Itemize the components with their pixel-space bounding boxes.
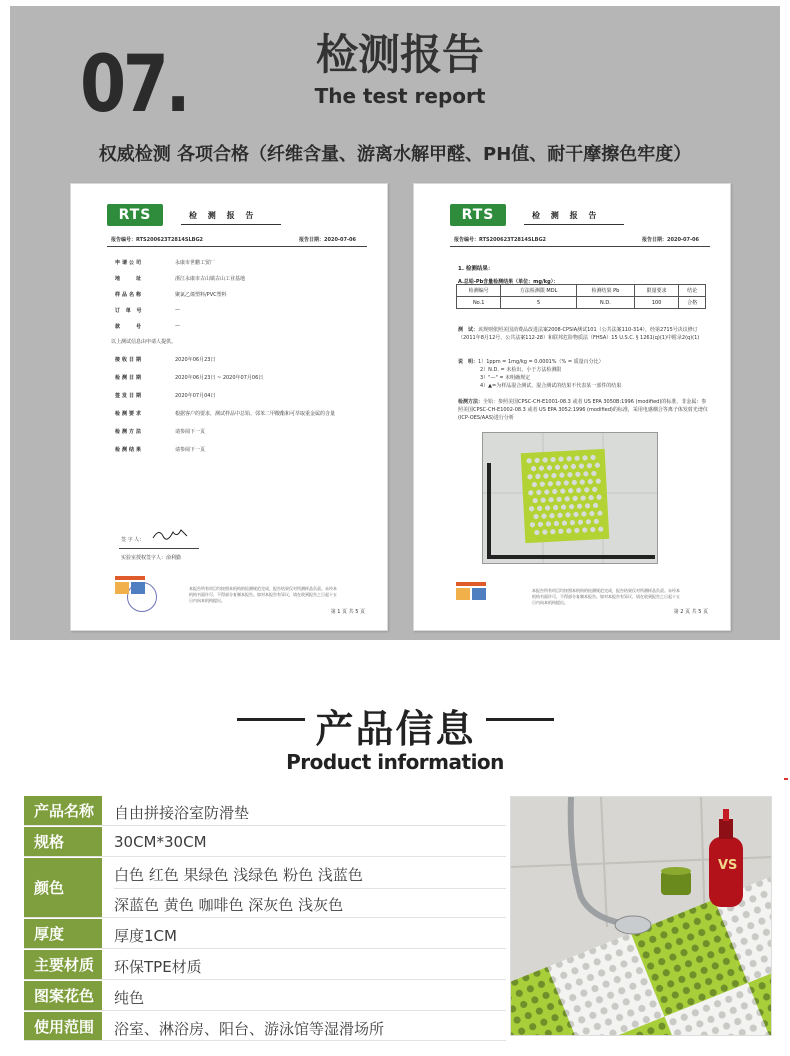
table-cell: No.1 (457, 297, 501, 309)
row-value: 2020年07月04日 (175, 393, 216, 399)
row-label: 检测结果 (115, 447, 144, 453)
info-label: 厚度 (24, 919, 102, 948)
signature-line (119, 548, 199, 549)
rts-logo: RTS (450, 204, 506, 226)
info-note: 以上测试信息由申请人提供。 (111, 339, 177, 345)
section-subtitle: 权威检测 各项合格（纤维含量、游离水解甲醛、PH值、耐干摩擦色牢度） (98, 144, 692, 165)
row-label: 款 号 (115, 324, 144, 330)
heading-rule (524, 224, 624, 225)
table-cell: 100 (634, 297, 678, 309)
row-divider (114, 888, 506, 889)
section-number: 07. (80, 40, 188, 130)
report-number: 报告编号：RTS200623T2814SLBG2 (454, 237, 547, 243)
section-title-en: The test report (314, 84, 486, 108)
results-subsection: A.总铅-Pb含量检测结果（单位：mg/kg）： (458, 279, 559, 285)
row-value: 根据客户的要求，测试样品中总铅、邻苯二甲酸酯和可萃取重金属的含量 (175, 411, 336, 417)
bottle-brand-label: VS (718, 858, 738, 873)
signature-scribble (151, 526, 191, 542)
row-value: — (175, 323, 180, 329)
heading-line-left (237, 718, 305, 721)
row-label: 接收日期 (115, 357, 144, 363)
detection-method: 检测方法：全铅：参照美国CPSC-CH-E1001-08.3 或者 US EPA 3050B:1996 (modified)的标准，非金属：参照美国CPSC-CH-E1002-08.3 或者 US EPA 3052:1996 (modified)的标准，采用电感耦合等离子体发射光谱仪(ICP-OES/AAS)进行分析 (458, 399, 708, 421)
info-row-material (24, 950, 506, 980)
report-footer-text: 本报告所有项目均按照本机构的检测规范完成，报告结果仅对所测样品负责。未经本机构书面许可，不得部分复制本报告。如对本报告有异议，请在收到报告之日起十五日内向本机构提出。 (532, 588, 680, 605)
rts-logo: RTS (107, 204, 163, 226)
table-header: 方法检测限 MDL (501, 285, 576, 297)
info-value: 环保TPE材质 (114, 958, 202, 976)
cnas-logo-icon (454, 580, 488, 602)
section-title-cn: 检测报告 (315, 30, 484, 79)
info-value: 深蓝色 黄色 咖啡色 深灰色 浅灰色 (114, 896, 344, 914)
info-row-name (24, 796, 506, 826)
row-value: — (175, 307, 180, 313)
table-header: 检测结果 Pb (576, 285, 634, 297)
product-info-title-cn: 产品信息 (315, 707, 476, 751)
info-value: 白色 红色 果绿色 浅绿色 粉色 浅蓝色 (114, 866, 363, 884)
row-label: 检测方法 (115, 429, 144, 435)
info-value: 厚度1CM (114, 927, 177, 945)
row-label: 申请公司 (115, 260, 144, 266)
product-info-heading (0, 694, 790, 774)
row-label: 检测日期 (115, 375, 144, 381)
row-value: 请参阅下一页 (175, 429, 206, 435)
info-label: 规格 (24, 827, 102, 856)
report-date: 报告日期：2020-07-06 (299, 237, 356, 243)
info-value: 纯色 (114, 989, 145, 1007)
info-value: 自由拼接浴室防滑垫 (114, 804, 250, 822)
heading-rule (181, 224, 281, 225)
info-label: 颜色 (24, 858, 102, 917)
report-number: 报告编号：RTS200623T2814SLBG2 (111, 237, 204, 243)
row-value: 浙江永康市古山镇古山工业基地 (175, 276, 246, 282)
info-row-thickness (24, 919, 506, 949)
shower-head (615, 916, 651, 934)
edge-mark (784, 778, 788, 780)
remarks: 说 明：1）1ppm = 1mg/kg = 0.0001%（% = 质量百分比） 2）N.D. = 未检出，小于方法检测限 3）"—" = 未明确规定 4）▲=为样品混合测试，混合测试的结果不代表某一部件的结果 (458, 359, 622, 389)
test-report-page-1 (70, 183, 388, 631)
info-row-color (24, 858, 506, 918)
table-header: 限量要求 (634, 285, 678, 297)
lab-signer: 实验室授权签字人：俞利勤 (121, 555, 182, 561)
test-report-page-2 (413, 183, 731, 631)
info-row-pattern (24, 981, 506, 1011)
row-label: 检测要求 (115, 411, 144, 417)
info-value: 30CM*30CM (114, 833, 207, 851)
info-label: 图案花色 (24, 981, 102, 1010)
info-label: 产品名称 (24, 796, 102, 825)
page-number: 第 2 页 共 5 页 (673, 609, 708, 615)
info-label: 使用范围 (24, 1012, 102, 1040)
row-value: 2020年06月23日 (175, 357, 216, 363)
report-heading: 检 测 报 告 (189, 211, 258, 220)
row-value: 请参阅下一页 (175, 447, 206, 453)
row-label: 地 址 (115, 276, 144, 282)
product-info-title-en: Product information (286, 750, 504, 774)
row-label: 订 单 号 (115, 308, 144, 314)
heading-line-right (486, 718, 554, 721)
sample-photo (482, 432, 658, 564)
row-value: 永康市世鹏工贸厂 (175, 260, 216, 266)
info-row-usage (24, 1012, 506, 1041)
table-header: 结论 (679, 285, 706, 297)
table-header: 检测编号 (457, 285, 501, 297)
report-footer-text: 本报告所有项目均按照本机构的检测规范完成，报告结果仅对所测样品负责。未经本机构书面许可，不得部分复制本报告。如对本报告有异议，请在收到报告之日起十五日内向本机构提出。 (189, 586, 337, 603)
row-label: 样品名称 (115, 292, 144, 298)
report-date: 报告日期：2020-07-06 (642, 237, 699, 243)
row-label: 签发日期 (115, 393, 144, 399)
table-cell: N.D. (576, 297, 634, 309)
info-label: 主要材质 (24, 950, 102, 979)
signer-label: 签 字 人： (121, 537, 145, 543)
row-value: 聚氯乙烯塑料/PVC塑料 (175, 292, 227, 298)
test-method-note: 测 试：该规则依照美国消费品改进法案2008-CPSIA测试101（公共法案110-314），经第2715号决议修订（2011年8月12号，公共法案112-28）和联邦危险物质法（FHSA）15 U.S.C. § 1261(q)(1)中附录2(q)(1) (458, 327, 700, 341)
info-value: 浴室、淋浴房、阳台、游泳馆等湿滑场所 (114, 1020, 385, 1038)
divider (107, 246, 367, 247)
cnas-logo-icon (113, 574, 147, 596)
divider (450, 246, 710, 247)
results-section-title: 1. 检测结果： (458, 266, 494, 272)
table-cell: 5 (501, 297, 576, 309)
page-number: 第 1 页 共 5 页 (330, 609, 365, 615)
report-heading: 检 测 报 告 (532, 211, 601, 220)
info-row-spec (24, 827, 506, 857)
product-photo (510, 796, 772, 1036)
results-table (456, 284, 706, 309)
table-cell: 合格 (679, 297, 706, 309)
row-value: 2020年06月23日 ~ 2020年07月06日 (175, 375, 264, 381)
